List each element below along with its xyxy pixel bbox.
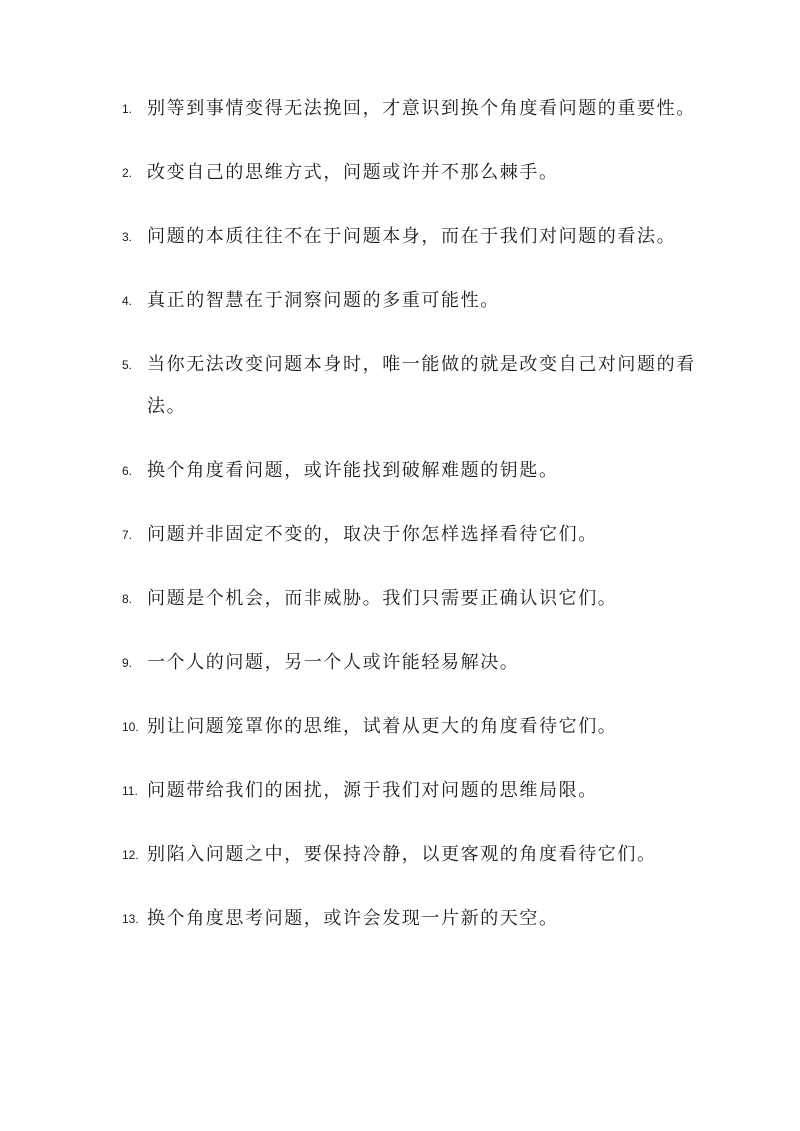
list-item	[122, 152, 702, 194]
item-text: 换个角度看问题，或许能找到破解难题的钥匙。	[147, 460, 559, 481]
item-number: 7.	[122, 528, 133, 542]
list-item	[122, 578, 702, 620]
item-number: 3.	[122, 230, 133, 244]
list-item	[122, 514, 702, 556]
list-item	[122, 88, 702, 130]
item-number: 11.	[122, 784, 138, 798]
item-text: 当你无法改变问题本身时，唯一能做的就是改变自己对问题的看法。	[147, 354, 696, 417]
item-text: 问题是个机会，而非威胁。我们只需要正确认识它们。	[147, 588, 618, 609]
list-item	[122, 280, 702, 322]
list-item	[122, 450, 702, 492]
item-number: 2.	[122, 166, 133, 180]
item-text: 别等到事情变得无法挽回，才意识到换个角度看问题的重要性。	[147, 98, 696, 119]
item-number: 9.	[122, 656, 133, 670]
item-number: 6.	[122, 464, 133, 478]
item-text: 问题并非固定不变的，取决于你怎样选择看待它们。	[147, 524, 598, 545]
list-item	[122, 834, 702, 876]
list-item	[122, 898, 702, 940]
item-number: 12.	[122, 848, 139, 862]
list-item	[122, 642, 702, 684]
item-number: 10.	[122, 720, 139, 734]
item-text: 别陷入问题之中，要保持冷静，以更客观的角度看待它们。	[147, 844, 657, 865]
item-number: 4.	[122, 294, 133, 308]
item-text: 真正的智慧在于洞察问题的多重可能性。	[147, 290, 500, 311]
list-item	[122, 706, 702, 748]
item-text: 改变自己的思维方式，问题或许并不那么棘手。	[147, 162, 559, 183]
list-item	[122, 216, 702, 258]
item-text: 问题带给我们的困扰，源于我们对问题的思维局限。	[147, 780, 598, 801]
list-item	[122, 344, 702, 428]
item-number: 5.	[122, 358, 133, 372]
list-item	[122, 770, 702, 812]
item-text: 别让问题笼罩你的思维，试着从更大的角度看待它们。	[147, 716, 618, 737]
item-text: 换个角度思考问题，或许会发现一片新的天空。	[147, 908, 559, 929]
item-text: 问题的本质往往不在于问题本身，而在于我们对问题的看法。	[147, 226, 677, 247]
quote-list	[122, 88, 702, 962]
item-number: 8.	[122, 592, 133, 606]
item-text: 一个人的问题，另一个人或许能轻易解决。	[147, 652, 520, 673]
item-number: 13.	[122, 912, 139, 926]
item-number: 1.	[122, 102, 133, 116]
